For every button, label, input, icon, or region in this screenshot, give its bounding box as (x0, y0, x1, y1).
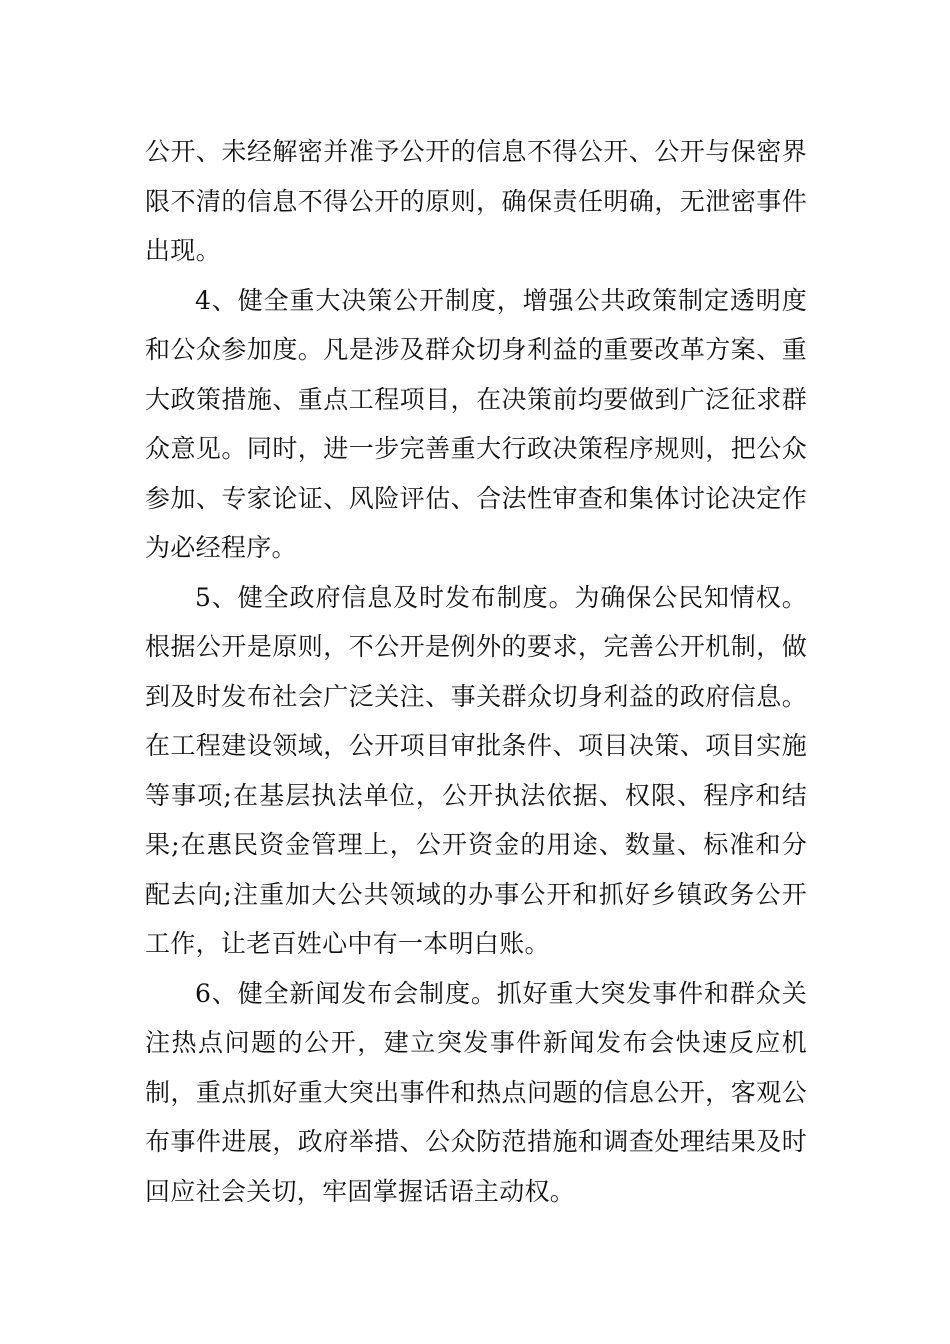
paragraph-item-6: 6、健全新闻发布会制度。抓好重大突发事件和群众关注热点问题的公开，建立突发事件新闻发布会快速反应机制，重点抓好重大突出事件和热点问题的信息公开，客观公布事件进展，政府举措、公众防范措施和调查处理结果及时回应社会关切，牢固掌握话语主动权。 (145, 978, 807, 1206)
paragraph-item-5: 5、健全政府信息及时发布制度。为确保公民知情权。根据公开是原则，不公开是例外的要求，完善公开机制，做到及时发布社会广泛关注、事关群众切身利益的政府信息。在工程建设领域，公开项目审批条件、项目决策、项目实施等事项;在基层执法单位，公开执法依据、权限、程序和结果;在惠民资金管理上，公开资金的用途、数量、标准和分配去向;注重加大公共领域的办事公开和抓好乡镇政务公开工作，让老百姓心中有一本明白账。 (145, 582, 807, 958)
paragraph-item-4: 4、健全重大决策公开制度，增强公共政策制定透明度和公众参加度。凡是涉及群众切身利益的重要改革方案、重大政策措施、重点工程项目，在决策前均要做到广泛征求群众意见。同时，进一步完善重大行政决策程序规则，把公众参加、专家论证、风险评估、合法性审查和集体讨论决定作为必经程序。 (145, 285, 807, 562)
paragraph-continuation: 公开、未经解密并准予公开的信息不得公开、公开与保密界限不清的信息不得公开的原则，确保责任明确，无泄密事件出现。 (145, 137, 807, 265)
document-body (145, 127, 807, 1216)
